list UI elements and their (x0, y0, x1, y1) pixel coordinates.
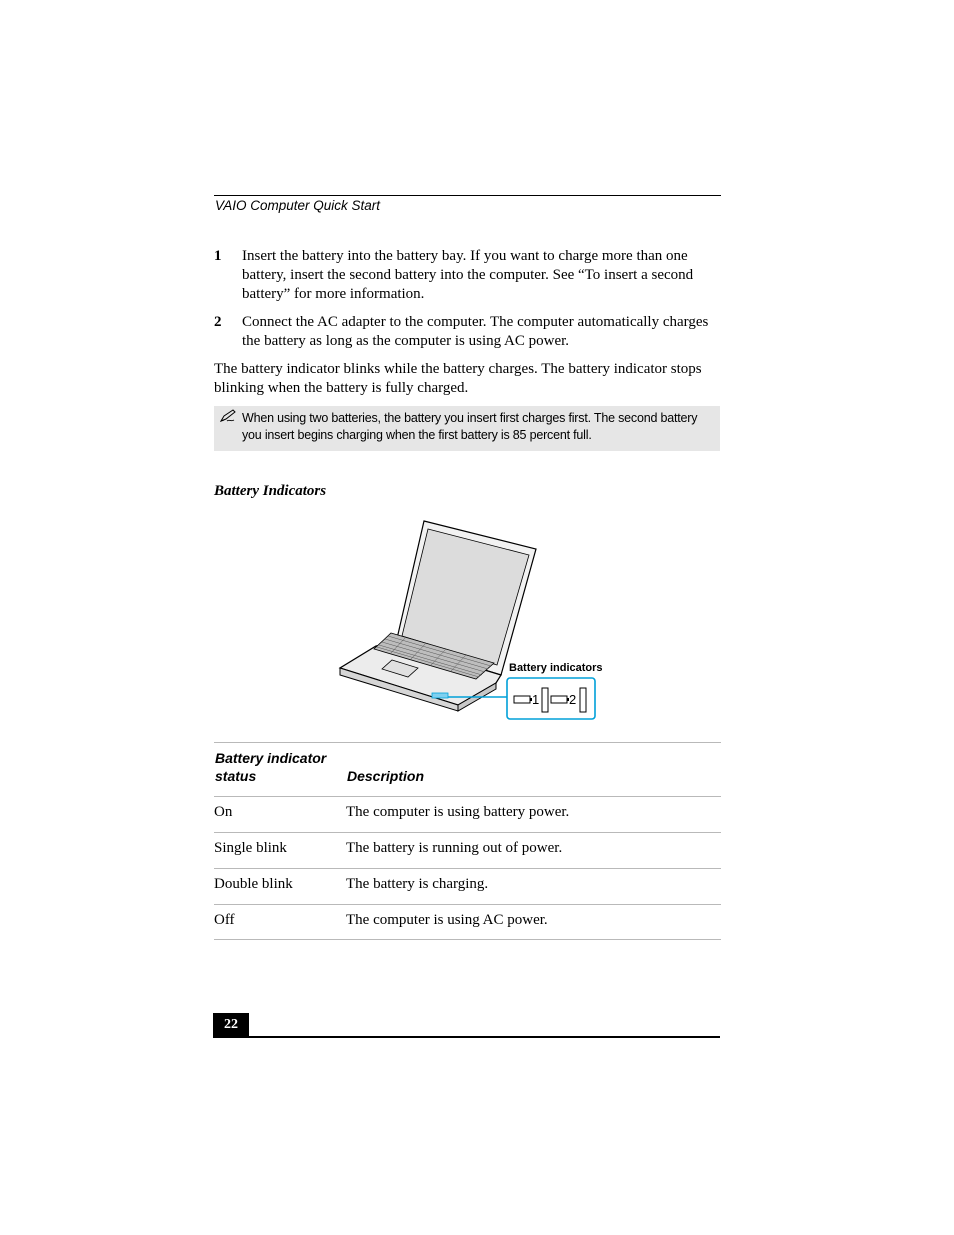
table-rule (214, 939, 721, 940)
table-cell-status: On (214, 804, 233, 820)
table-cell-status: Single blink (214, 840, 287, 856)
table-rule (214, 796, 721, 797)
indicator-2-label: 2 (569, 692, 577, 707)
step-number: 2 (214, 314, 222, 330)
battery-indicators-callout: Battery indicators (509, 662, 603, 674)
step-2 (214, 313, 721, 351)
body-paragraph: The battery indicator blinks while the battery charges. The battery indicator stops blinking when the battery is fully charged. (214, 361, 702, 396)
table-rule (214, 832, 721, 833)
table-cell-description: The computer is using AC power. (346, 912, 548, 928)
table-cell-status: Double blink (214, 876, 293, 892)
table-cell-description: The battery is running out of power. (346, 840, 563, 856)
table-cell-description: The computer is using battery power. (346, 804, 570, 820)
step-text: Connect the AC adapter to the computer. The computer automatically charges the battery as long as the computer is using AC power. (242, 314, 709, 349)
step-text: Insert the battery into the battery bay. If you want to charge more than one battery, insert the second battery into the computer. See “To insert a second battery” for more information. (242, 248, 694, 302)
table-cell-status: Off (214, 912, 235, 928)
column-header-status: Battery indicator status (215, 750, 327, 784)
note-text: When using two batteries, the battery you insert first charges first. The second battery you insert begins charging when the first battery is 85 percent full. (242, 411, 698, 442)
laptop-illustration (336, 515, 626, 725)
table-rule (214, 904, 721, 905)
pencil-note-icon (220, 409, 236, 423)
header-rule (214, 195, 721, 196)
table-cell-description: The battery is charging. (346, 876, 489, 892)
table-rule (214, 868, 721, 869)
table-rule (214, 742, 721, 743)
step-1 (214, 247, 721, 304)
footer-rule (213, 1036, 720, 1038)
running-head: VAIO Computer Quick Start (215, 198, 381, 213)
note-box (214, 406, 720, 451)
step-number: 1 (214, 248, 222, 264)
figure-caption: Battery Indicators (214, 483, 327, 499)
page-number: 22 (213, 1013, 249, 1036)
column-header-description: Description (347, 768, 425, 784)
indicator-1-label: 1 (532, 692, 540, 707)
